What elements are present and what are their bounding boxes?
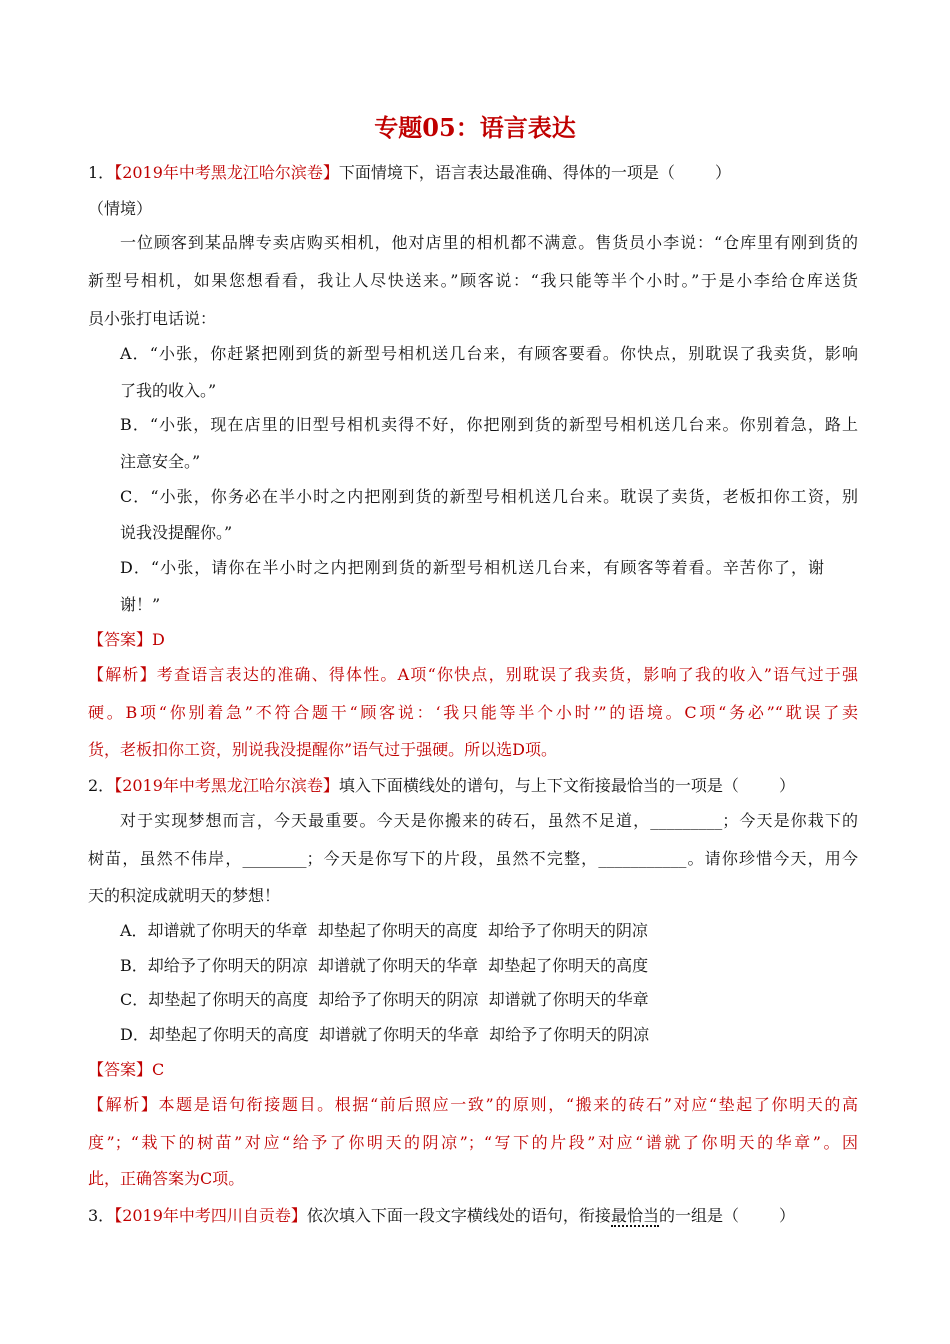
context-line: 员小张打电话说：	[88, 309, 217, 328]
option-c-cont: 说我没提醒你。”	[120, 523, 233, 542]
context-label: （情境）	[88, 199, 153, 218]
question-text: 依次填入下面一段文字横线处的语句，衔接	[306, 1206, 611, 1225]
page-title: 专题05：语言表达	[374, 113, 576, 142]
analysis-line: 硬。B项“你别着急”不符合题干“顾客说：‘我只能等半个小时’”的语境。C项“务必”“耽误了卖	[88, 703, 858, 722]
option-a: A．“小张，你赶紧把刚到货的新型号相机送几台来，有顾客要看。你快点，别耽误了我卖货，影响	[120, 344, 858, 363]
analysis-line: 【解析】本题是语句衔接题目。根据“前后照应一致”的原则，“搬来的砖石”对应“垫起了你明天的高	[88, 1095, 858, 1114]
question-2-stem: 2．【2019年中考黑龙江哈尔滨卷】填入下面横线处的谱句，与上下文衔接最恰当的一项是（ ）	[88, 776, 795, 795]
analysis-line: 货，老板扣你工资，别说我没提醒你”语气过于强硬。所以选D项。	[88, 740, 558, 759]
option-d: D．却垫起了你明天的高度 却谱就了你明天的华章 却给予了你明天的阴凉	[120, 1025, 650, 1044]
option-b-cont: 注意安全。”	[120, 452, 201, 471]
option-d-cont: 谢！”	[120, 595, 161, 614]
analysis-line: 【解析】考查语言表达的准确、得体性。A项“你快点，别耽误了我卖货，影响了我的收入”语气过于强	[88, 665, 858, 684]
question-text: 下面情境下，语言表达最准确、得体的一项是（	[338, 163, 675, 182]
question-number: 2．	[88, 776, 115, 795]
option-b: B．“小张，现在店里的旧型号相机卖得不好，你把刚到货的新型号相机送几台来。你别着急，路上	[120, 415, 858, 434]
question-source: 【2019年中考黑龙江哈尔滨卷】	[114, 163, 339, 182]
option-b: B．却给予了你明天的阴凉 却谱就了你明天的华章 却垫起了你明天的高度	[120, 956, 649, 975]
option-d: D．“小张，请你在半小时之内把刚到货的新型号相机送几台来，有顾客等着看。辛苦你了，谢	[120, 558, 824, 577]
context-line: 一位顾客到某品牌专卖店购买相机，他对店里的相机都不满意。售货员小李说：“仓库里有刚到货的	[120, 233, 858, 252]
option-c: C．“小张，你务必在半小时之内把刚到货的新型号相机送几台来。耽误了卖货，老板扣你工资，别	[120, 487, 858, 506]
question-source: 【2019年中考黑龙江哈尔滨卷】	[114, 776, 339, 795]
emphasis-dotted: 最恰当	[610, 1206, 659, 1225]
analysis-line: 此，正确答案为C项。	[88, 1169, 245, 1188]
option-c: C．却垫起了你明天的高度 却给予了你明天的阴凉 却谱就了你明天的华章	[120, 990, 649, 1009]
option-a-cont: 了我的收入。”	[120, 381, 217, 400]
question-3-stem: 3．【2019年中考四川自贡卷】依次填入下面一段文字横线处的语句，衔接最恰当的一组是（ ）	[88, 1206, 795, 1225]
question-text: 填入下面横线处的谱句，与上下文衔接最恰当的一项是（	[338, 776, 739, 795]
question-number: 3．	[88, 1206, 115, 1225]
passage-line: 对于实现梦想而言，今天最重要。今天是你搬来的砖石，虽然不足道，_________；今天是你栽下的	[120, 811, 858, 830]
question-number: 1．	[88, 163, 115, 182]
analysis-line: 度”；“栽下的树苗”对应“给予了你明天的阴凉”；“写下的片段”对应“谱就了你明天的华章”。因	[88, 1133, 858, 1152]
answer: 【答案】D	[88, 630, 165, 649]
question-1-stem: 1．【2019年中考黑龙江哈尔滨卷】下面情境下，语言表达最准确、得体的一项是（ ）	[88, 163, 731, 182]
option-a: A．却谱就了你明天的华章 却垫起了你明天的高度 却给予了你明天的阴凉	[120, 921, 648, 940]
question-source: 【2019年中考四川自贡卷】	[114, 1206, 307, 1225]
passage-line: 天的积淀成就明天的梦想！	[88, 886, 281, 905]
passage-line: 树苗，虽然不伟岸，________；今天是你写下的片段，虽然不完整，___________。请你珍惜今天，用今	[88, 849, 858, 868]
answer: 【答案】C	[88, 1060, 165, 1079]
context-line: 新型号相机，如果您想看看，我让人尽快送来。”顾客说：“我只能等半个小时。”于是小李给仓库送货	[88, 271, 858, 290]
